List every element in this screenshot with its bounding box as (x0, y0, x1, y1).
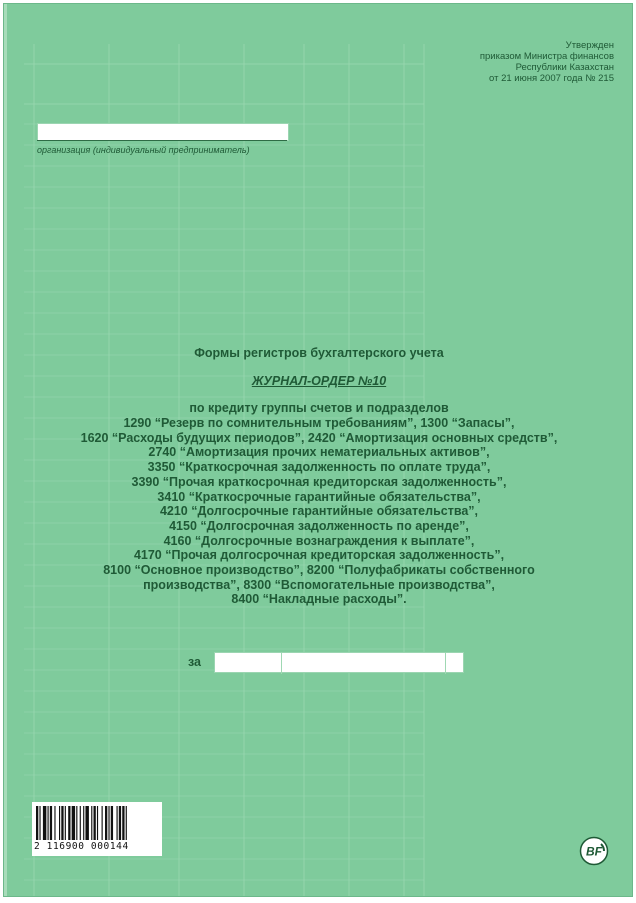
barcode-bar (61, 806, 63, 840)
account-line: 4210 “Долгосрочные гарантийные обязательства”, (159, 504, 479, 519)
account-line: 3390 “Прочая краткосрочная кредиторская задолженность”, (131, 474, 507, 489)
barcode-bar (91, 806, 92, 840)
organization-underline (37, 140, 287, 141)
account-line: 1620 “Расходы будущих периодов”, 2420 “Амортизация основных средств”, (80, 430, 558, 445)
approval-line-2: приказом Министра финансов (479, 51, 614, 62)
account-line: 2740 “Амортизация прочих нематериальных активов”, (148, 445, 490, 460)
bf-publisher-logo-icon (579, 836, 609, 866)
barcode-bar (39, 806, 40, 840)
barcode-bar (36, 806, 38, 840)
barcode-bar (122, 806, 124, 840)
barcode-bar (68, 806, 70, 840)
logo-text: BF (586, 844, 602, 859)
account-line: 3350 “Краткосрочная задолженность по оплате труда”, (147, 460, 491, 475)
barcode-bar (43, 806, 46, 840)
barcode-digits: 2 116900 000144 (34, 841, 129, 852)
barcode-bar (119, 806, 121, 840)
barcode-bar (94, 806, 96, 840)
credit-line: по кредиту группы счетов и подразделов (189, 401, 449, 415)
approval-line-3: Республики Казахстан (515, 62, 614, 73)
barcode-bar (97, 806, 98, 840)
barcode-bar (85, 806, 88, 840)
barcode-bar (83, 806, 84, 840)
barcode-bar (65, 806, 66, 840)
organization-caption: организация (индивидуальный предприниматель) (37, 145, 250, 155)
period-field-divider (445, 653, 446, 674)
account-line: производства”, 8300 “Вспомогательные производства”, (143, 577, 495, 592)
scan-edge (4, 4, 7, 897)
barcode-bar (72, 806, 75, 840)
barcode-bar (108, 806, 109, 840)
account-line: 1290 “Резерв по сомнительным требованиям”, 1300 “Запасы”, (123, 416, 515, 430)
account-line: 8400 “Накладные расходы”. (231, 592, 407, 607)
barcode-bar (117, 806, 118, 840)
account-line: 4160 “Долгосрочные вознаграждения к выплате”, (163, 533, 475, 548)
barcode-bars (36, 806, 158, 840)
form-page (3, 3, 633, 897)
barcode-bar (59, 806, 60, 840)
barcode-bar (105, 806, 107, 840)
account-line: 3410 “Краткосрочные гарантийные обязательства”, (157, 489, 481, 504)
barcode-bar (76, 806, 77, 840)
barcode-bar (102, 806, 103, 840)
period-field-divider (281, 653, 282, 674)
title-block (24, 346, 614, 607)
approval-line-4: от 21 июня 2007 года № 215 (489, 73, 614, 84)
journal-title: ЖУРНАЛ-ОРДЕР №10 (251, 374, 387, 388)
account-line: 8100 “Основное производство”, 8200 “Полуфабрикаты собственного (103, 563, 535, 578)
account-line: 4150 “Долгосрочная задолженность по аренде”, (169, 518, 469, 533)
barcode-bar (111, 806, 113, 840)
barcode (32, 802, 162, 856)
form-title: Формы регистров бухгалтерского учета (194, 346, 444, 360)
account-line: 4170 “Прочая долгосрочная кредиторская задолженность”, (133, 548, 505, 563)
approval-line-1: Утвержден (565, 40, 614, 51)
barcode-bar (54, 806, 55, 840)
organization-field[interactable] (37, 123, 289, 141)
period-label: за (188, 655, 202, 669)
barcode-bar (50, 806, 52, 840)
barcode-bar (126, 806, 127, 840)
period-field[interactable] (214, 652, 464, 673)
barcode-bar (80, 806, 81, 840)
barcode-bar (48, 806, 49, 840)
approval-stamp (480, 40, 614, 84)
